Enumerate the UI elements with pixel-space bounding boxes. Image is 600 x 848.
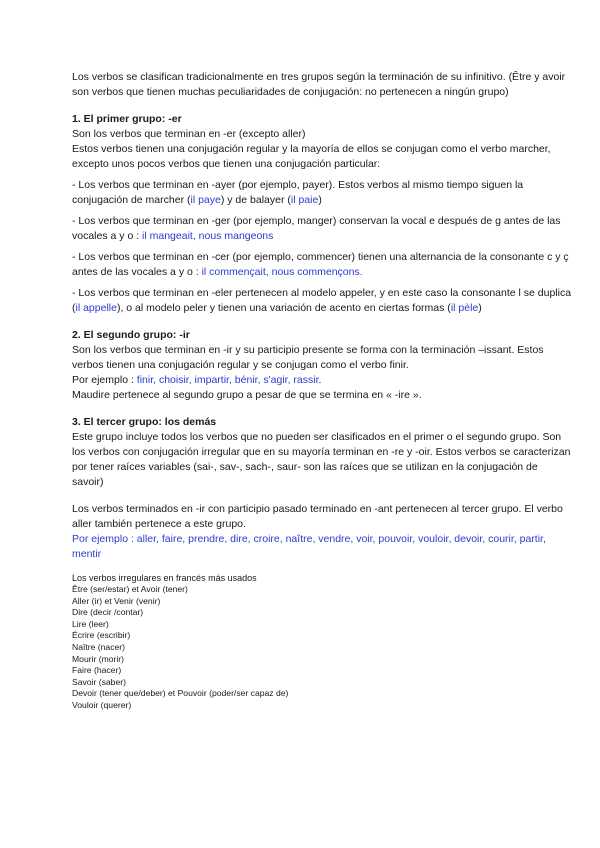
list-item: Faire (hacer) bbox=[72, 665, 122, 676]
eler-text: - Los verbos que terminan en -eler pertenecen al modelo appeler, y en este caso la consonante l se duplica ( bbox=[72, 287, 572, 314]
group3-example-list: aller, faire, prendre, dire, croire, naître, vendre, voir, pouvoir, vouloir, devoir, courir, partir, mentir bbox=[72, 533, 546, 560]
eler-mid: ), o al modelo peler y tienen una variación de acento en ciertas formas ( bbox=[116, 302, 451, 314]
group3-line2: Los verbos terminados en -ir con participio pasado terminado en -ant pertenecen al tercer grupo. El verbo aller también pertenece a este grupo. bbox=[72, 503, 563, 530]
group2-example-label: Por ejemplo : bbox=[72, 374, 137, 386]
list-item: Dire (decir /contar) bbox=[72, 607, 144, 618]
ayer-mid: ) y de balayer ( bbox=[220, 194, 291, 206]
group2-example-end: . bbox=[318, 374, 322, 386]
eler-example-1: il appelle bbox=[75, 302, 117, 314]
ayer-example-2: il paie bbox=[290, 194, 319, 206]
list-item: Aller (ir) et Venir (venir) bbox=[72, 595, 161, 606]
ger-text: - Los verbos que terminan en -ger (por ejemplo, manger) conservan la vocal e después de g antes de las vocales a y o : bbox=[72, 215, 561, 242]
group2-examples bbox=[72, 373, 572, 388]
group2-line1: Son los verbos que terminan en -ir y su participio presente se forma con la terminación –issant. Estos verbos tienen una conjugación regular y se conjugan como el verbo finir. bbox=[72, 344, 544, 371]
list-item: Naître (nacer) bbox=[72, 641, 126, 652]
ger-example-2: nous mangeons bbox=[198, 230, 274, 242]
cer-example-1: il commençait bbox=[201, 266, 266, 278]
document-page bbox=[72, 70, 572, 712]
group1-line2: Estos verbos tienen una conjugación regular y la mayoría de ellos se conjugan como el verbo marcher, excepto unos pocos verbos que tienen una conjugación particular: bbox=[72, 143, 551, 170]
group3-line1: Este grupo incluye todos los verbos que no pueden ser clasificados en el primer o el segundo grupo. Son los verbos con conjugación irregular que en su mayoría terminan en -re y -oir. Estos verbos se caracterizan por tener raíces variables (sai-, sav-, sach-, saur- son las raíces que se utilizan en la conjugación de savoir) bbox=[72, 431, 571, 488]
list-item: Être (ser/estar) et Avoir (tener) bbox=[72, 584, 188, 594]
group3-example-label: Por ejemplo : bbox=[72, 533, 137, 545]
cer-sep: , bbox=[265, 266, 272, 278]
list-item: Vouloir (querer) bbox=[72, 699, 132, 710]
group2-title: 2. El segundo grupo: -ir bbox=[72, 329, 190, 341]
list-item: Savoir (saber) bbox=[72, 676, 126, 687]
group3-title: 3. El tercer grupo: los demás bbox=[72, 416, 217, 428]
group1-line1: Son los verbos que terminan en -er (excepto aller) bbox=[72, 128, 306, 140]
list-item: Mourir (morir) bbox=[72, 653, 125, 664]
group2-example-list: finir, choisir, impartir, bénir, s'agir, rassir bbox=[136, 374, 319, 386]
ger-sep: , bbox=[192, 230, 199, 242]
list-item: Devoir (tener que/deber) et Pouvoir (poder/ser capaz de) bbox=[72, 688, 289, 699]
cer-text: - Los verbos que terminan en -cer (por ejemplo, commencer) tienen una alternancia de la consonante c y ç antes de las vocales a y o : bbox=[72, 251, 569, 278]
group3-examples bbox=[72, 532, 572, 562]
ayer-end: ) bbox=[318, 194, 322, 206]
irregular-heading: Los verbos irregulares en francés más usados bbox=[72, 573, 257, 583]
group1-title: 1. El primer grupo: -er bbox=[72, 113, 182, 125]
group1-ayer bbox=[72, 178, 572, 208]
group2-line3: Maudire pertenece al segundo grupo a pesar de que se termina en « -ire ». bbox=[72, 389, 422, 401]
cer-example-2: nous commençons bbox=[271, 266, 360, 278]
ger-example-1: il mangeait bbox=[142, 230, 193, 242]
irregular-verbs-list bbox=[72, 572, 572, 712]
list-item: Écrire (escribir) bbox=[72, 630, 131, 641]
group1-ger bbox=[72, 214, 572, 244]
ayer-example-1: il paye bbox=[190, 194, 221, 206]
group1-eler bbox=[72, 286, 572, 316]
eler-end: ) bbox=[478, 302, 482, 314]
cer-end: . bbox=[359, 266, 363, 278]
ayer-text: - Los verbos que terminan en -ayer (por ejemplo, payer). Estos verbos al mismo tiempo siguen la conjugación de marcher ( bbox=[72, 179, 524, 206]
eler-example-2: il pèle bbox=[450, 302, 479, 314]
intro-paragraph: Los verbos se clasifican tradicionalmente en tres grupos según la terminación de su infinitivo. (Être y avoir son verbos que tienen muchas peculiaridades de conjugación: no pertenecen a ningún grupo) bbox=[72, 71, 566, 98]
group1-cer bbox=[72, 250, 572, 280]
list-item: Lire (leer) bbox=[72, 618, 109, 629]
